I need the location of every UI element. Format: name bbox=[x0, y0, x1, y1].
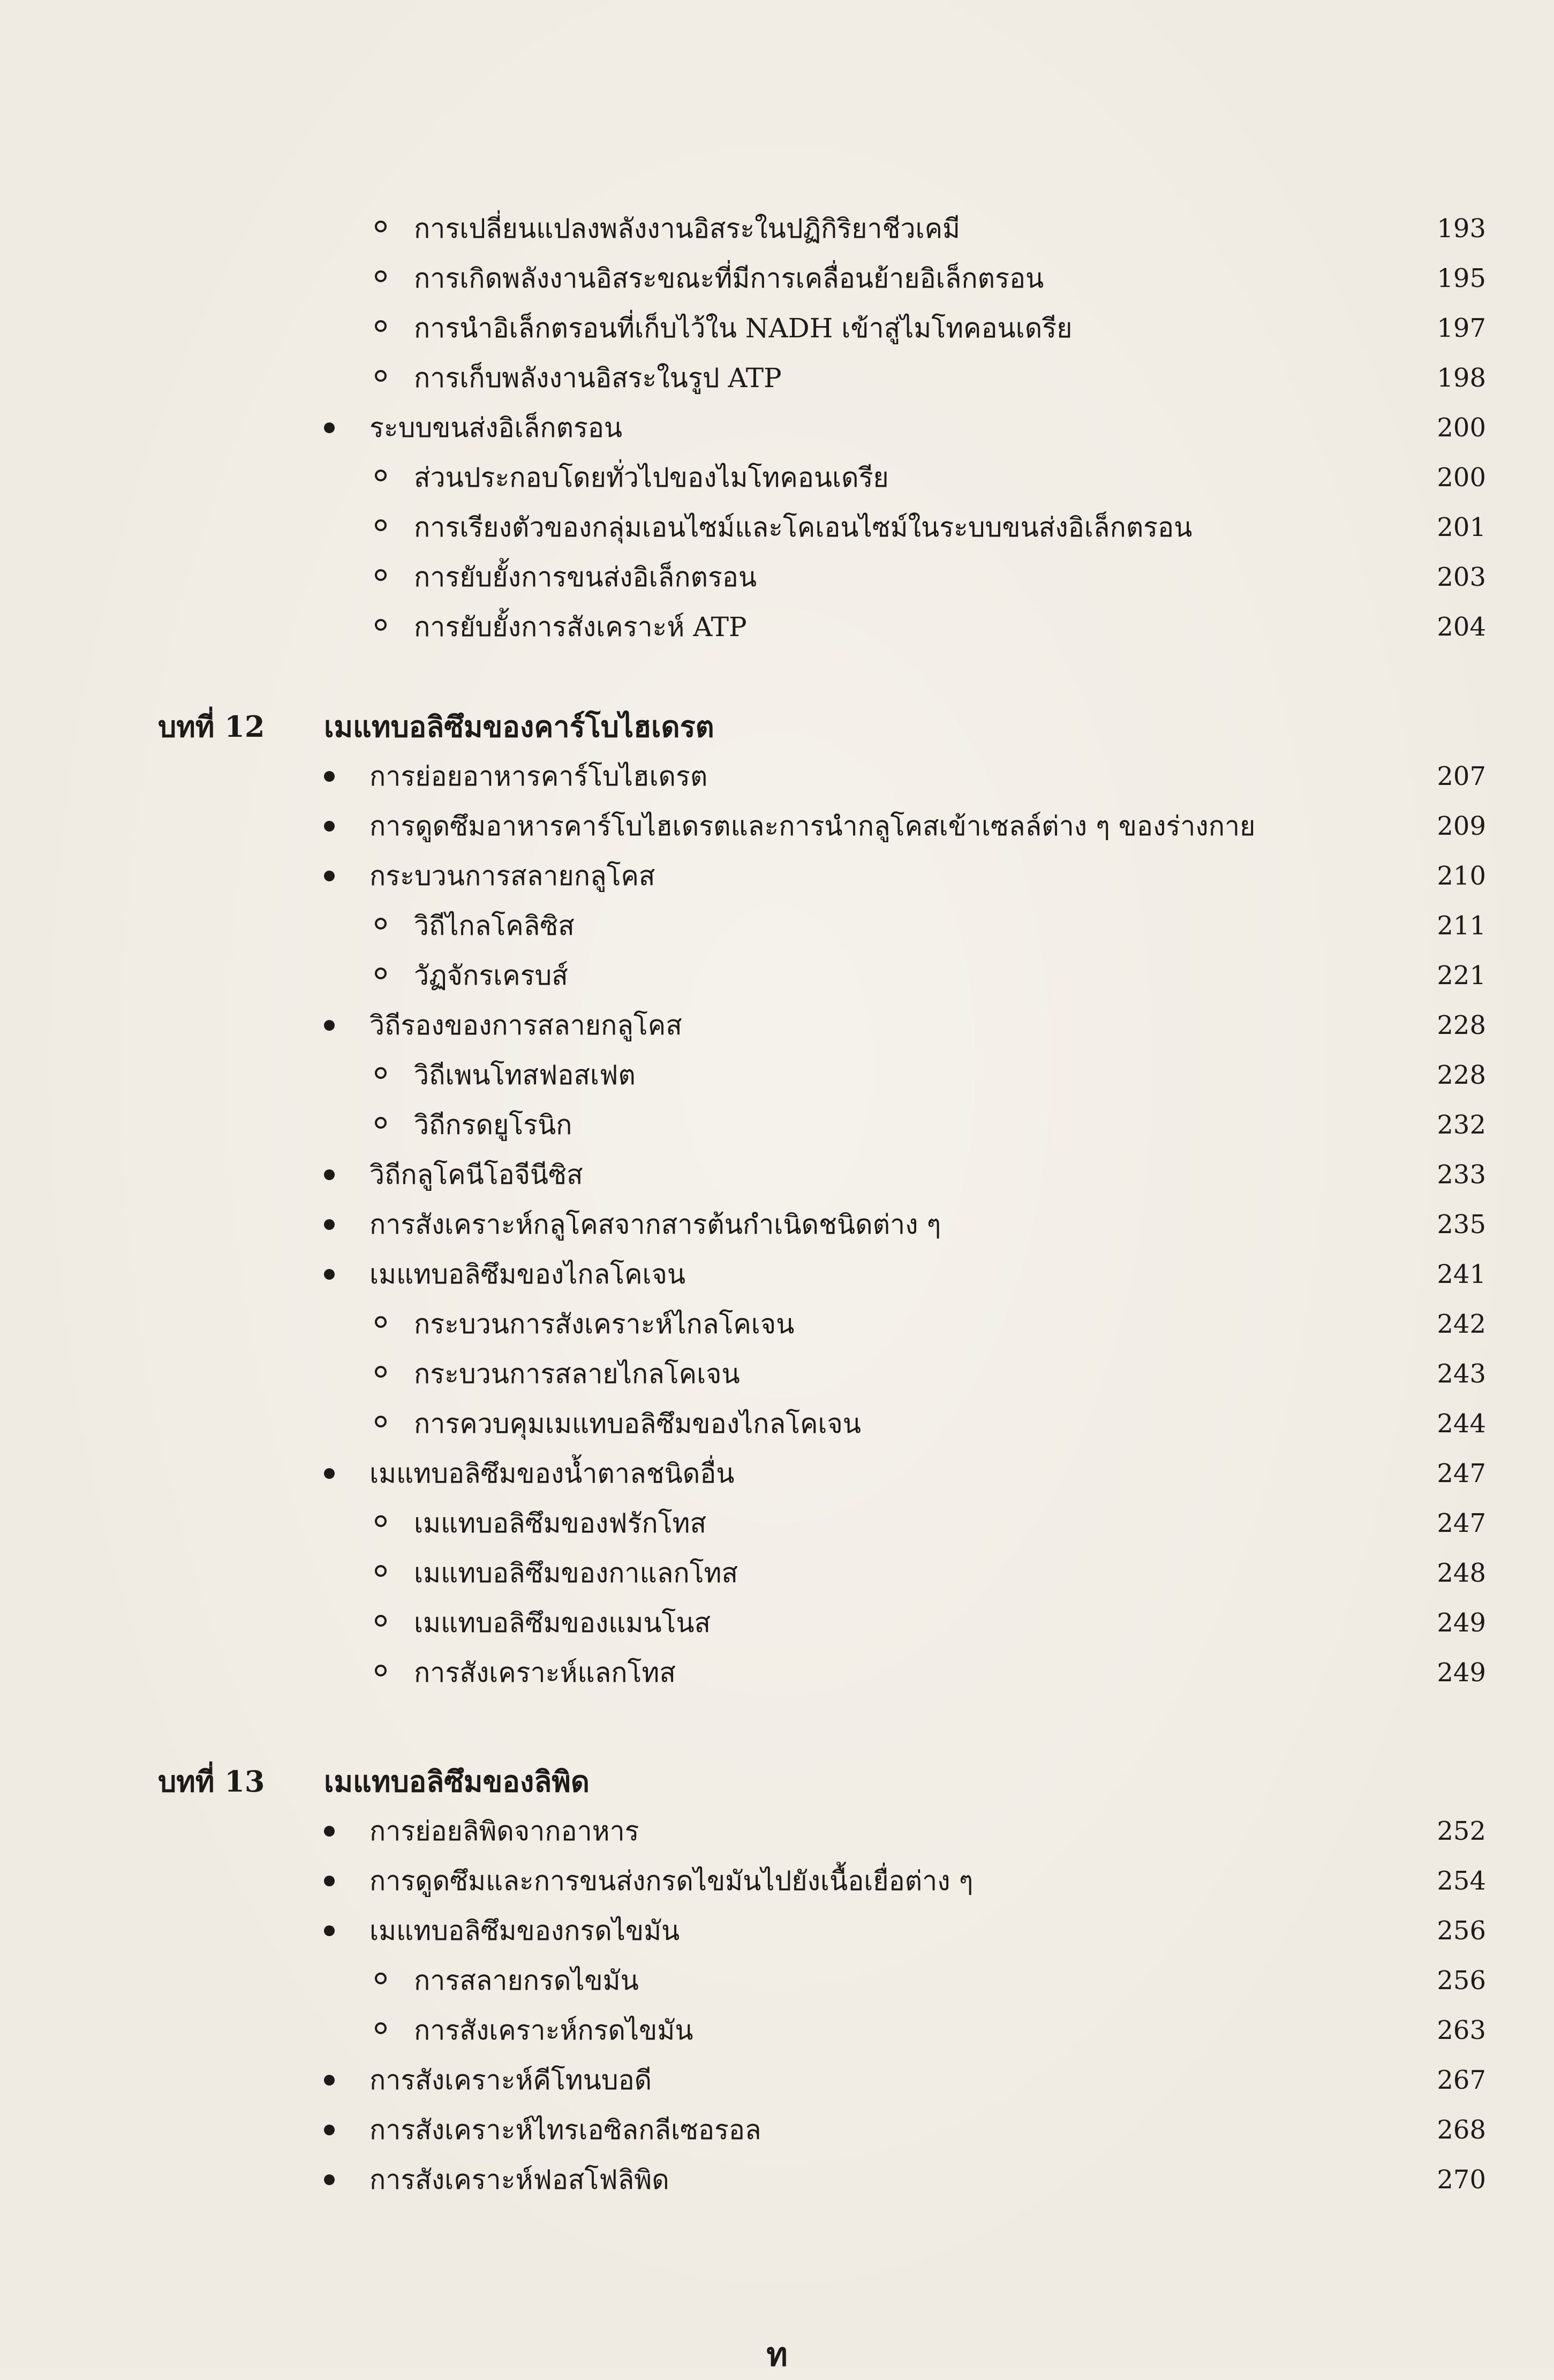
entry-text: ระบบขนส่งอิเล็กตรอน bbox=[369, 412, 623, 443]
entry-text: วิถีไกลโคลิซิส bbox=[414, 910, 575, 941]
bullet-icon bbox=[324, 1876, 335, 1886]
toc-entry bbox=[0, 1648, 1554, 1698]
toc-entry bbox=[0, 1598, 1554, 1648]
toc-entry bbox=[0, 1548, 1554, 1598]
entry-page-number: 221 bbox=[1437, 961, 1486, 991]
bullet-icon bbox=[324, 2125, 335, 2135]
chapter-number: บทที่ 12 bbox=[158, 709, 265, 744]
entry-page-number: 204 bbox=[1437, 612, 1486, 642]
toc-entry bbox=[0, 1498, 1554, 1548]
entry-text: กระบวนการสังเคราะห์ไกลโคเจน bbox=[414, 1309, 795, 1340]
entry-text: วิถีกรดยูโรนิก bbox=[414, 1109, 572, 1140]
entry-text: วิถีกลูโคนีโอจีนีซิส bbox=[369, 1159, 583, 1190]
entry-page-number: 232 bbox=[1437, 1110, 1486, 1140]
entry-text: เมแทบอลิซึมของน้ำตาลชนิดอื่น bbox=[369, 1458, 735, 1489]
entry-page-number: 244 bbox=[1437, 1409, 1486, 1439]
bullet-icon bbox=[324, 1468, 335, 1479]
entry-text: การเปลี่ยนแปลงพลังงานอิสระในปฏิกิริยาชีวเคมี bbox=[414, 213, 961, 244]
entry-text: การสังเคราะห์กลูโคสจากสารต้นกำเนิดชนิดต่าง ๆ bbox=[369, 1209, 941, 1240]
circle-bullet-icon bbox=[375, 1973, 387, 1984]
circle-bullet-icon bbox=[375, 968, 387, 979]
circle-bullet-icon bbox=[375, 918, 387, 930]
entry-page-number: 242 bbox=[1437, 1309, 1486, 1339]
toc-entry bbox=[0, 2005, 1554, 2056]
entry-text: การสลายกรดไขมัน bbox=[414, 1965, 639, 1996]
entry-page-number: 228 bbox=[1437, 1060, 1486, 1090]
entry-text: วัฏจักรเครบส์ bbox=[414, 960, 568, 991]
toc-entry bbox=[0, 303, 1554, 353]
entry-text: การยับยั้งการขนส่งอิเล็กตรอน bbox=[414, 562, 757, 593]
entry-text: การสังเคราะห์กรดไขมัน bbox=[414, 2015, 693, 2046]
toc-entry bbox=[0, 1906, 1554, 1956]
entry-page-number: 201 bbox=[1437, 512, 1486, 542]
circle-bullet-icon bbox=[375, 1565, 387, 1577]
entry-page-number: 228 bbox=[1437, 1010, 1486, 1040]
toc-entry bbox=[0, 403, 1554, 453]
entry-text: การสังเคราะห์ไทรเอซิลกลีเซอรอล bbox=[369, 2114, 761, 2145]
entry-page-number: 210 bbox=[1437, 861, 1486, 891]
toc-entry bbox=[0, 602, 1554, 652]
entry-text: วิถีรองของการสลายกลูโคส bbox=[369, 1010, 682, 1041]
chapter-title: เมแทบอลิซึมของลิพิด bbox=[324, 1764, 590, 1799]
toc-entry bbox=[0, 552, 1554, 602]
chapter-heading bbox=[0, 1756, 1554, 1807]
toc-entry bbox=[0, 2155, 1554, 2205]
chapter-number: บทที่ 13 bbox=[158, 1764, 265, 1799]
bullet-icon bbox=[324, 1169, 335, 1180]
circle-bullet-icon bbox=[375, 1515, 387, 1527]
entry-page-number: 249 bbox=[1437, 1658, 1486, 1688]
toc-entry bbox=[0, 253, 1554, 304]
entry-text: วิถีเพนโทสฟอสเฟต bbox=[414, 1060, 636, 1091]
circle-bullet-icon bbox=[375, 1665, 387, 1676]
bullet-icon bbox=[324, 2174, 335, 2185]
entry-page-number: 256 bbox=[1437, 1966, 1486, 1996]
bullet-icon bbox=[324, 1219, 335, 1230]
toc-entry bbox=[0, 1050, 1554, 1100]
entry-page-number: 252 bbox=[1437, 1816, 1486, 1846]
circle-bullet-icon bbox=[375, 270, 387, 282]
entry-text: การสังเคราะห์แลกโทส bbox=[414, 1657, 676, 1688]
entry-text: การเรียงตัวของกลุ่มเอนไซม์และโคเอนไซม์ในระบบขนส่งอิเล็กตรอน bbox=[414, 512, 1193, 543]
toc-entry bbox=[0, 353, 1554, 403]
toc-entry bbox=[0, 1150, 1554, 1200]
circle-bullet-icon bbox=[375, 1416, 387, 1427]
toc-entry bbox=[0, 1856, 1554, 1906]
entry-page-number: 200 bbox=[1437, 413, 1486, 443]
circle-bullet-icon bbox=[375, 221, 387, 232]
entry-text: การดูดซึมและการขนส่งกรดไขมันไปยังเนื้อเยื่อต่าง ๆ bbox=[369, 1865, 974, 1897]
toc-entry bbox=[0, 801, 1554, 851]
entry-page-number: 193 bbox=[1437, 214, 1486, 244]
bullet-icon bbox=[324, 1269, 335, 1280]
entry-page-number: 235 bbox=[1437, 1210, 1486, 1240]
bullet-icon bbox=[324, 2075, 335, 2086]
toc-entry bbox=[0, 1955, 1554, 2006]
entry-page-number: 247 bbox=[1437, 1508, 1486, 1538]
toc-entry bbox=[0, 851, 1554, 901]
toc-entry bbox=[0, 1299, 1554, 1349]
entry-text: การควบคุมเมแทบอลิซึมของไกลโคเจน bbox=[414, 1408, 861, 1439]
entry-text: กระบวนการสลายไกลโคเจน bbox=[414, 1358, 740, 1389]
entry-page-number: 200 bbox=[1437, 463, 1486, 493]
circle-bullet-icon bbox=[375, 320, 387, 332]
toc-entry bbox=[0, 950, 1554, 1001]
entry-text: การดูดซึมอาหารคาร์โบไฮเดรตและการนำกลูโคสเข้าเซลล์ต่าง ๆ ของร่างกาย bbox=[369, 811, 1256, 842]
entry-page-number: 211 bbox=[1437, 911, 1486, 941]
entry-page-number: 254 bbox=[1437, 1866, 1486, 1896]
entry-page-number: 270 bbox=[1437, 2165, 1486, 2195]
toc-entry bbox=[0, 901, 1554, 951]
entry-page-number: 197 bbox=[1437, 313, 1486, 343]
entry-page-number: 207 bbox=[1437, 761, 1486, 791]
toc-entry bbox=[0, 751, 1554, 802]
toc-entry bbox=[0, 1399, 1554, 1449]
toc-entry bbox=[0, 1448, 1554, 1499]
entry-page-number: 203 bbox=[1437, 562, 1486, 592]
circle-bullet-icon bbox=[375, 370, 387, 382]
circle-bullet-icon bbox=[375, 1366, 387, 1378]
bullet-icon bbox=[324, 1826, 335, 1837]
entry-text: เมแทบอลิซึมของกาแลกโทส bbox=[414, 1558, 738, 1589]
entry-page-number: 209 bbox=[1437, 811, 1486, 841]
entry-page-number: 267 bbox=[1437, 2065, 1486, 2095]
entry-page-number: 256 bbox=[1437, 1916, 1486, 1946]
toc-entry bbox=[0, 2055, 1554, 2105]
toc-entry bbox=[0, 203, 1554, 254]
toc-entry bbox=[0, 2105, 1554, 2155]
entry-text: กระบวนการสลายกลูโคส bbox=[369, 860, 655, 891]
bullet-icon bbox=[324, 1020, 335, 1031]
entry-page-number: 241 bbox=[1437, 1259, 1486, 1289]
entry-text: การย่อยลิพิดจากอาหาร bbox=[369, 1816, 639, 1847]
entry-text: การสังเคราะห์คีโทนบอดี bbox=[369, 2065, 652, 2096]
entry-page-number: 198 bbox=[1437, 363, 1486, 393]
circle-bullet-icon bbox=[375, 619, 387, 631]
toc-entry bbox=[0, 502, 1554, 553]
circle-bullet-icon bbox=[375, 1117, 387, 1129]
bullet-icon bbox=[324, 821, 335, 832]
entry-text: เมแทบอลิซึมของกรดไขมัน bbox=[369, 1915, 680, 1946]
circle-bullet-icon bbox=[375, 470, 387, 481]
entry-text: การนำอิเล็กตรอนที่เก็บไว้ใน NADH เข้าสู่ไมโทคอนเดรีย bbox=[414, 313, 1073, 344]
entry-page-number: 243 bbox=[1437, 1359, 1486, 1389]
circle-bullet-icon bbox=[375, 569, 387, 581]
circle-bullet-icon bbox=[375, 519, 387, 531]
toc-entry bbox=[0, 452, 1554, 503]
entry-page-number: 248 bbox=[1437, 1558, 1486, 1588]
bullet-icon bbox=[324, 1925, 335, 1936]
chapter-heading bbox=[0, 701, 1554, 752]
bullet-icon bbox=[324, 871, 335, 881]
entry-text: เมแทบอลิซึมของไกลโคเจน bbox=[369, 1259, 686, 1290]
entry-text: การเกิดพลังงานอิสระขณะที่มีการเคลื่อนย้ายอิเล็กตรอน bbox=[414, 263, 1044, 294]
entry-page-number: 233 bbox=[1437, 1160, 1486, 1190]
circle-bullet-icon bbox=[375, 1316, 387, 1328]
circle-bullet-icon bbox=[375, 2022, 387, 2034]
entry-text: การย่อยอาหารคาร์โบไฮเดรต bbox=[369, 761, 708, 792]
toc-entry bbox=[0, 1806, 1554, 1856]
entry-page-number: 268 bbox=[1437, 2115, 1486, 2145]
circle-bullet-icon bbox=[375, 1067, 387, 1079]
toc-entry bbox=[0, 1249, 1554, 1299]
entry-text: ส่วนประกอบโดยทั่วไปของไมโทคอนเดรีย bbox=[414, 462, 889, 493]
bullet-icon bbox=[324, 422, 335, 433]
circle-bullet-icon bbox=[375, 1615, 387, 1627]
entry-text: การเก็บพลังงานอิสระในรูป ATP bbox=[414, 362, 782, 394]
entry-text: เมแทบอลิซึมของฟรักโทส bbox=[414, 1508, 707, 1539]
bullet-icon bbox=[324, 771, 335, 782]
toc-entry bbox=[0, 1000, 1554, 1051]
toc-entry bbox=[0, 1199, 1554, 1250]
entry-page-number: 263 bbox=[1437, 2015, 1486, 2045]
toc-entry bbox=[0, 1349, 1554, 1399]
toc-entry bbox=[0, 1100, 1554, 1150]
entry-text: เมแทบอลิซึมของแมนโนส bbox=[414, 1607, 711, 1638]
entry-page-number: 249 bbox=[1437, 1608, 1486, 1638]
page-marker: ท bbox=[766, 2336, 788, 2374]
entry-text: การสังเคราะห์ฟอสโฟลิพิด bbox=[369, 2164, 669, 2195]
chapter-title: เมแทบอลิซึมของคาร์โบไฮเดรต bbox=[324, 709, 714, 744]
entry-page-number: 195 bbox=[1437, 263, 1486, 293]
entry-text: การยับยั้งการสังเคราะห์ ATP bbox=[414, 611, 747, 643]
entry-page-number: 247 bbox=[1437, 1459, 1486, 1489]
